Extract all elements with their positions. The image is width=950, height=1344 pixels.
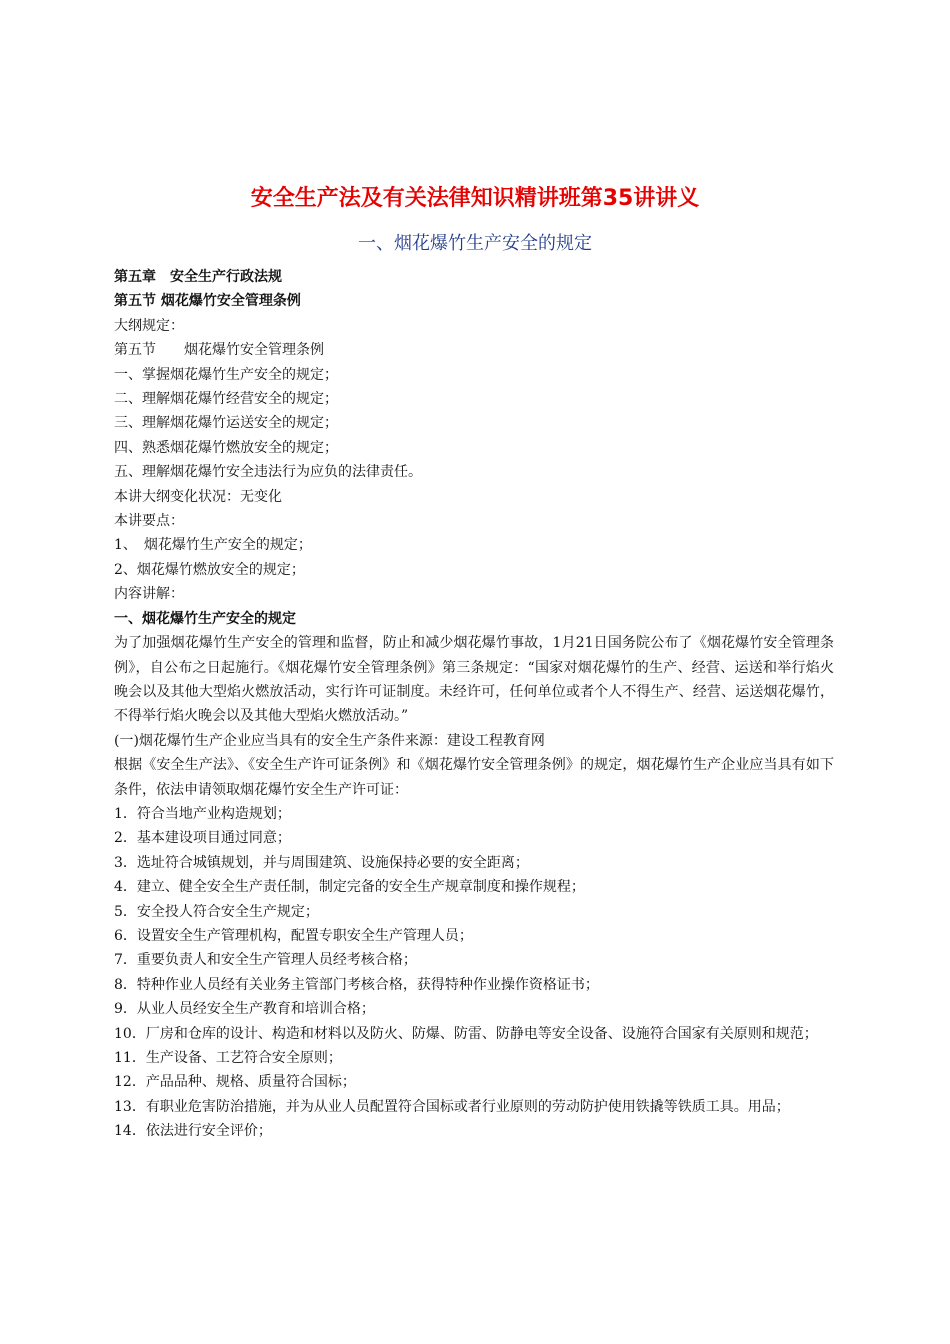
content-heading: 一、烟花爆竹生产安全的规定 (114, 610, 296, 627)
outline-item: 一、掌握烟花爆竹生产安全的规定； (114, 366, 338, 383)
chapter-heading: 第五章 安全生产行政法规 (114, 269, 282, 285)
condition-item: 4．建立、健全安全生产责任制，制定完备的安全生产规章制度和操作规程； (114, 879, 585, 896)
keypoint-item: 2、烟花爆竹燃放安全的规定； (114, 561, 305, 578)
outline-section: 第五节 烟花爆竹安全管理条例 (114, 342, 324, 359)
page-subtitle: 一、烟花爆竹生产安全的规定 (358, 233, 592, 254)
condition-item: 7．重要负责人和安全生产管理人员经考核合格； (114, 952, 417, 969)
outline-item: 二、理解烟花爆竹经营安全的规定； (114, 391, 338, 408)
condition-item: 12．产品品种、规格、质量符合国标； (114, 1074, 356, 1091)
outline-change: 本讲大纲变化状况：无变化 (114, 488, 282, 505)
condition-item: 5．安全投人符合安全生产规定； (114, 903, 319, 920)
condition-item: 3．选址符合城镇规划，并与周围建筑、设施保持必要的安全距离； (114, 854, 529, 871)
condition-item: 11．生产设备、工艺符合安全原则； (114, 1050, 342, 1066)
condition-item: 2．基本建设项目通过同意； (114, 830, 291, 847)
condition-item: 8．特种作业人员经有关业务主管部门考核合格，获得特种作业操作资格证书； (114, 976, 599, 993)
condition-item: 10．厂房和仓库的设计、构造和材料以及防火、防爆、防雷、防静电等安全设备、设施符合国家有关原则和规范； (114, 1025, 818, 1042)
section-heading: 第五节 烟花爆竹安全管理条例 (114, 293, 301, 310)
condition-item: 6．设置安全生产管理机构，配置专职安全生产管理人员； (114, 927, 473, 944)
page-title: 安全生产法及有关法律知识精讲班第35讲讲义 (250, 186, 700, 211)
condition-item: 1．符合当地产业构造规划； (114, 805, 291, 822)
outline-item: 三、理解烟花爆竹运送安全的规定； (114, 415, 338, 432)
outline-item: 五、理解烟花爆竹安全违法行为应负的法律责任。 (114, 464, 422, 481)
outline-item: 四、熟悉烟花爆竹燃放安全的规定； (114, 439, 338, 456)
outline-label: 大纲规定： (114, 317, 184, 334)
keypoints-label: 本讲要点： (114, 513, 184, 530)
paragraph: 根据《安全生产法》、《安全生产许可证条例》和《烟花爆竹安全管理条例》的规定，烟花爆竹生产企业应当具有如下条件，依法申请领取烟花爆竹安全生产许可证： (114, 757, 834, 798)
condition-item: 14．依法进行安全评价； (114, 1123, 272, 1140)
keypoint-item: 1、 烟花爆竹生产安全的规定； (114, 537, 312, 554)
condition-item: 9．从业人员经安全生产教育和培训合格； (114, 1001, 375, 1018)
content-label: 内容讲解： (114, 586, 184, 603)
paragraph: 为了加强烟花爆竹生产安全的管理和监督，防止和减少烟花爆竹事故，1月21日国务院公布了《烟花爆竹安全管理条例》，自公布之日起施行。《烟花爆竹安全管理条例》第三条规定：“国家对烟花爆竹的生产、经营、运送和举行焰火晚会以及其他大型焰火燃放活动，实行许可证制度。未经许可，任何单位或者个人不得生产、经营、运送烟花爆竹，不得举行焰火晚会以及其他大型焰火燃放活动。” (114, 635, 834, 725)
subheading: (一)烟花爆竹生产企业应当具有的安全生产条件来源：建设工程教育网 (114, 732, 545, 749)
condition-item: 13．有职业危害防治措施，并为从业人员配置符合国标或者行业原则的劳动防护使用铁撬等铁质工具。用品； (114, 1098, 790, 1115)
document-body (114, 265, 834, 1144)
